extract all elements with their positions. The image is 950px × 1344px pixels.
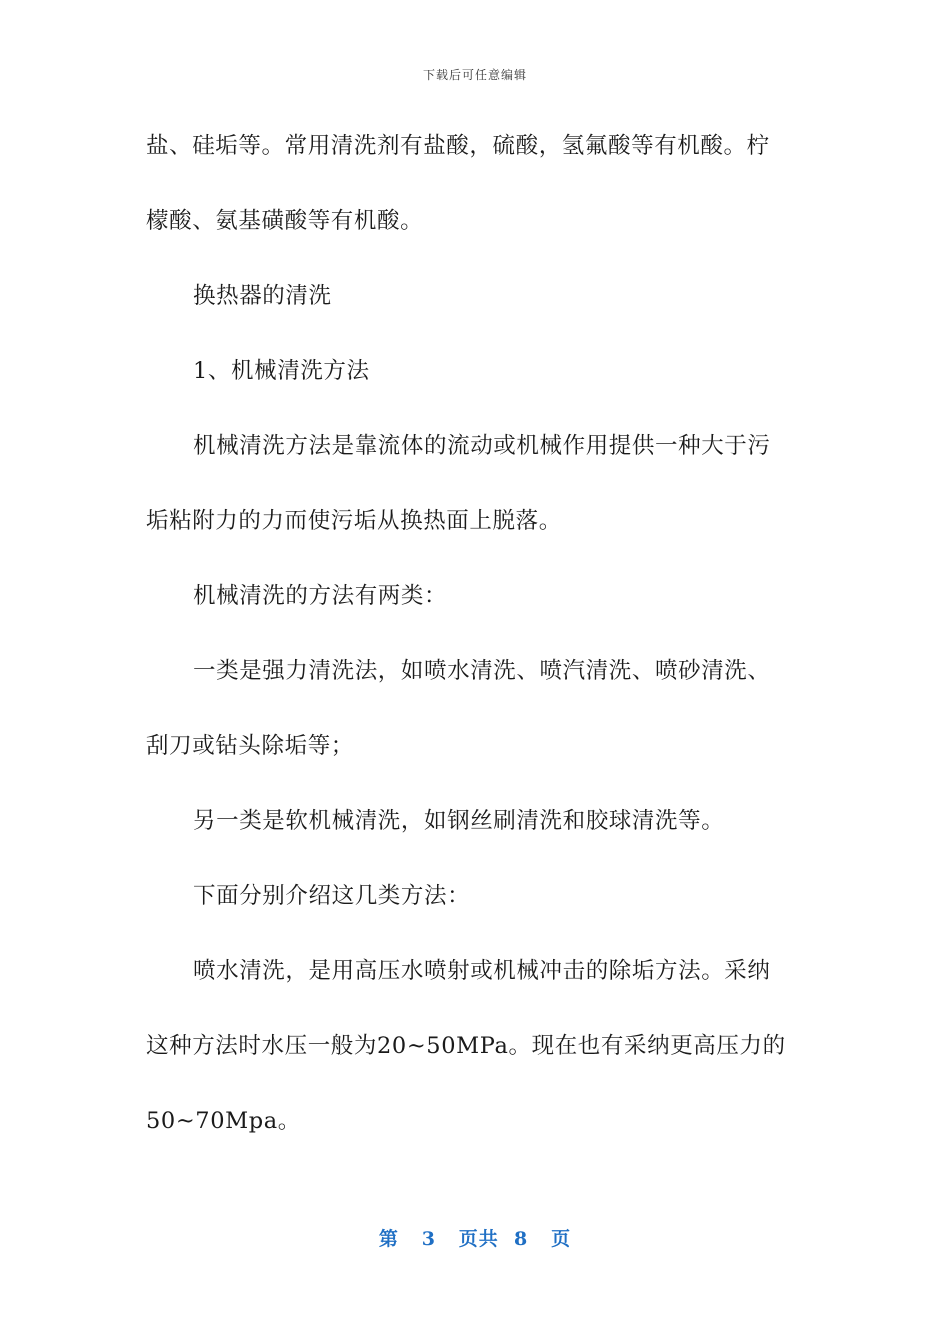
page-footer: [0, 1224, 950, 1251]
body-line: 喷水清洗，是用高压水喷射或机械冲击的除垢方法。采纳: [193, 958, 771, 984]
section-heading: 换热器的清洗: [193, 283, 332, 309]
body-line: 机械清洗方法是靠流体的流动或机械作用提供一种大于污: [193, 433, 771, 459]
body-line: 机械清洗的方法有两类：: [193, 583, 448, 609]
page-header: 下载后可任意编辑: [422, 68, 527, 82]
body-line: 下面分别介绍这几类方法：: [193, 883, 471, 909]
body-line: 盐、硅垢等。常用清洗剂有盐酸，硫酸，氢氟酸等有机酸。柠: [146, 133, 770, 159]
body-line: 垢粘附力的力而使污垢从换热面上脱落。: [146, 508, 562, 534]
body-line: 一类是强力清洗法，如喷水清洗、喷汽清洗、喷砂清洗、: [193, 658, 771, 684]
page-label-prefix: 第: [378, 1228, 399, 1250]
subsection-heading: 1、机械清洗方法: [193, 358, 370, 384]
body-line: 刮刀或钻头除垢等；: [146, 733, 354, 759]
body-line: 这种方法时水压一般为20~50MPa。现在也有采纳更高压力的: [146, 1033, 786, 1059]
body-line: 50~70Mpa。: [146, 1108, 301, 1134]
document-body: [146, 124, 796, 1174]
page-label-mid: 页共: [458, 1228, 499, 1250]
page-label-suffix: 页: [551, 1228, 572, 1250]
body-line: 另一类是软机械清洗，如钢丝刷清洗和胶球清洗等。: [193, 808, 725, 834]
current-page-number: 3: [421, 1228, 436, 1250]
body-line: 檬酸、氨基磺酸等有机酸。: [146, 208, 424, 234]
total-pages-number: 8: [514, 1228, 529, 1250]
